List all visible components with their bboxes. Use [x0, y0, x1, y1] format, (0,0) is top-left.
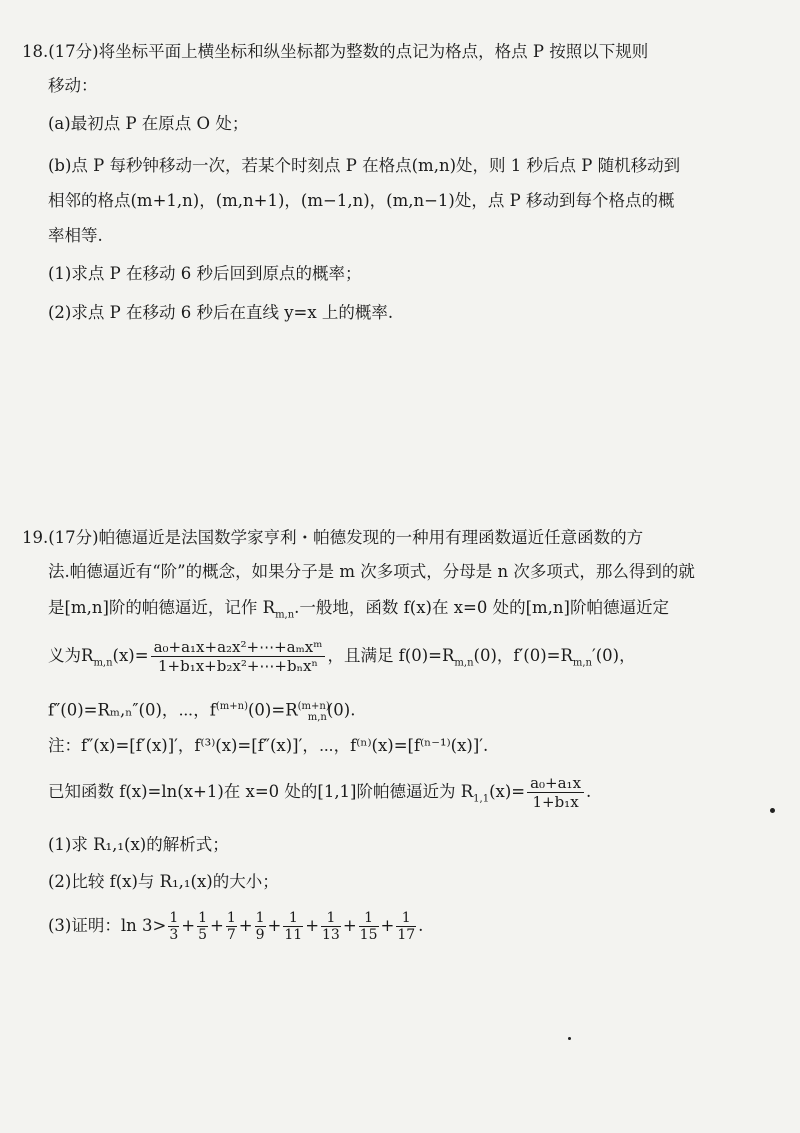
q19-p2: 法.帕德逼近有“阶”的概念，如果分子是 m 次多项式，分母是 n 次多项式，那么得到的就 [48, 562, 695, 581]
def2-mid: (0)=R [248, 700, 298, 720]
fraction-denominator: 17 [397, 927, 416, 943]
q18-part-1: (1)求点 P 在移动 6 秒后回到原点的概率； [48, 264, 362, 283]
q18-intro-1: 将坐标平面上横坐标和纵坐标都为整数的点记为格点，格点 P 按照以下规则 [98, 42, 649, 61]
def-sub: m,n [93, 657, 113, 669]
q18-part-2: (2)求点 P 在移动 6 秒后在直线 y=x 上的概率. [48, 303, 394, 322]
q19-p3: 是[m,n]阶的帕德逼近，记作 R [48, 598, 276, 617]
fraction-numerator: 1 [226, 910, 236, 926]
fraction-series [166, 910, 418, 943]
fraction-numerator: 1 [321, 910, 341, 927]
q18-points: (17分) [48, 42, 99, 61]
given-denominator: 1+b₁x [532, 793, 579, 811]
plus-sign: + [210, 916, 224, 935]
fraction-numerator: 1 [359, 910, 379, 927]
series-fraction [255, 910, 266, 943]
plus-sign: + [305, 916, 320, 935]
def2-sub2: m,n [307, 711, 327, 723]
def-suffix-sub: m,n [454, 657, 474, 669]
plus-sign: + [267, 916, 282, 935]
plus-sign: + [380, 916, 395, 935]
part3-end: . [418, 916, 424, 935]
def2-sup2: (m+n) [297, 701, 330, 712]
q19-p3-end: .一般地，函数 f(x)在 x=0 处的[m,n]阶帕德逼近定 [294, 598, 669, 617]
fraction-numerator: 1 [283, 910, 303, 927]
q19-part-3 [48, 904, 776, 948]
q18-line-1 [22, 40, 776, 64]
q19-note: 注：f″(x)=[f′(x)]′，f⁽³⁾(x)=[f″(x)]′，⋯，f⁽ⁿ⁾(x)=[f⁽ⁿ⁻¹⁾(x)]′. [48, 736, 489, 755]
def-mid: (x)= [112, 646, 149, 665]
q19-def2 [48, 695, 776, 730]
given-prefix: 已知函数 f(x)=ln(x+1)在 x=0 处的[1,1]阶帕德逼近为 R [48, 782, 474, 801]
fraction-numerator: 1 [198, 910, 208, 926]
def-prefix: 义为R [48, 646, 94, 665]
def-suffix: ，且满足 f(0)=R [327, 646, 455, 665]
plus-sign: + [342, 916, 357, 935]
series-fraction [168, 910, 179, 943]
q19-line-1 [22, 526, 776, 550]
given-fraction [527, 774, 584, 811]
def2-text: f″(0)=Rₘ,ₙ″(0)，⋯，f [48, 700, 216, 720]
plus-sign: + [238, 916, 253, 935]
given-mid: (x)= [489, 782, 526, 801]
q19-p3-sub: m,n [275, 609, 295, 621]
ink-dot [770, 808, 775, 813]
def2-sup: (m+n) [215, 701, 248, 712]
given-numerator: a₀+a₁x [527, 774, 584, 793]
plus-sign: + [181, 916, 196, 935]
series-fraction [197, 910, 208, 943]
given-end: . [586, 782, 592, 801]
fraction-numerator: 1 [169, 910, 179, 926]
q19-part-2: (2)比较 f(x)与 R₁,₁(x)的大小； [48, 872, 279, 891]
def-suffix-2: (0)，f′(0)=R [473, 646, 573, 665]
ink-dot [568, 1037, 571, 1040]
q19-points: (17分) [48, 528, 99, 547]
fraction-denominator: 15 [359, 927, 378, 943]
q18-rule-a: (a)最初点 P 在原点 O 处； [48, 114, 249, 133]
q18-rule-b-1: (b)点 P 每秒钟移动一次，若某个时刻点 P 在格点(m,n)处，则 1 秒后点 P 随机移动到 [48, 156, 681, 175]
def-numerator: a₀+a₁x+a₂x²+⋯+aₘxᵐ [151, 638, 326, 657]
series-fraction [226, 910, 237, 943]
def2-end: (0). [326, 700, 356, 720]
q19-number: 19. [22, 528, 49, 547]
def-fraction [151, 638, 326, 675]
q19-part-1: (1)求 R₁,₁(x)的解析式； [48, 835, 229, 854]
q19-p1: 帕德逼近是法国数学家亨利・帕德发现的一种用有理函数逼近任意函数的方 [98, 528, 644, 547]
fraction-numerator: 1 [255, 910, 265, 926]
q18-intro-2: 移动： [48, 76, 98, 95]
def-denominator: 1+b₁x+b₂x²+⋯+bₙxⁿ [157, 657, 319, 675]
fraction-denominator: 9 [255, 927, 265, 943]
q19-p3-line [48, 596, 776, 627]
q18-number: 18. [22, 42, 49, 61]
fraction-denominator: 11 [284, 927, 303, 943]
series-fraction [283, 910, 303, 943]
q19-given [48, 772, 776, 819]
fraction-numerator: 1 [396, 910, 416, 927]
series-fraction [321, 910, 341, 943]
fraction-denominator: 3 [169, 927, 179, 943]
q18-rule-b-2: 相邻的格点(m+1,n)，(m,n+1)，(m−1,n)，(m,n−1)处，点 P 移动到每个格点的概 [48, 191, 675, 210]
series-fraction [396, 910, 416, 943]
fraction-denominator: 5 [198, 927, 208, 943]
def-suffix2-sub: m,n [572, 657, 592, 669]
part3-prefix: (3)证明：ln 3> [48, 916, 167, 935]
q18-rule-b-3: 率相等. [48, 226, 103, 245]
fraction-denominator: 13 [322, 927, 340, 943]
series-fraction [359, 910, 379, 943]
fraction-denominator: 7 [226, 927, 236, 943]
q19-definition [48, 636, 776, 683]
def-suffix-3: ′(0)， [592, 646, 636, 665]
given-sub: 1,1 [473, 793, 490, 805]
